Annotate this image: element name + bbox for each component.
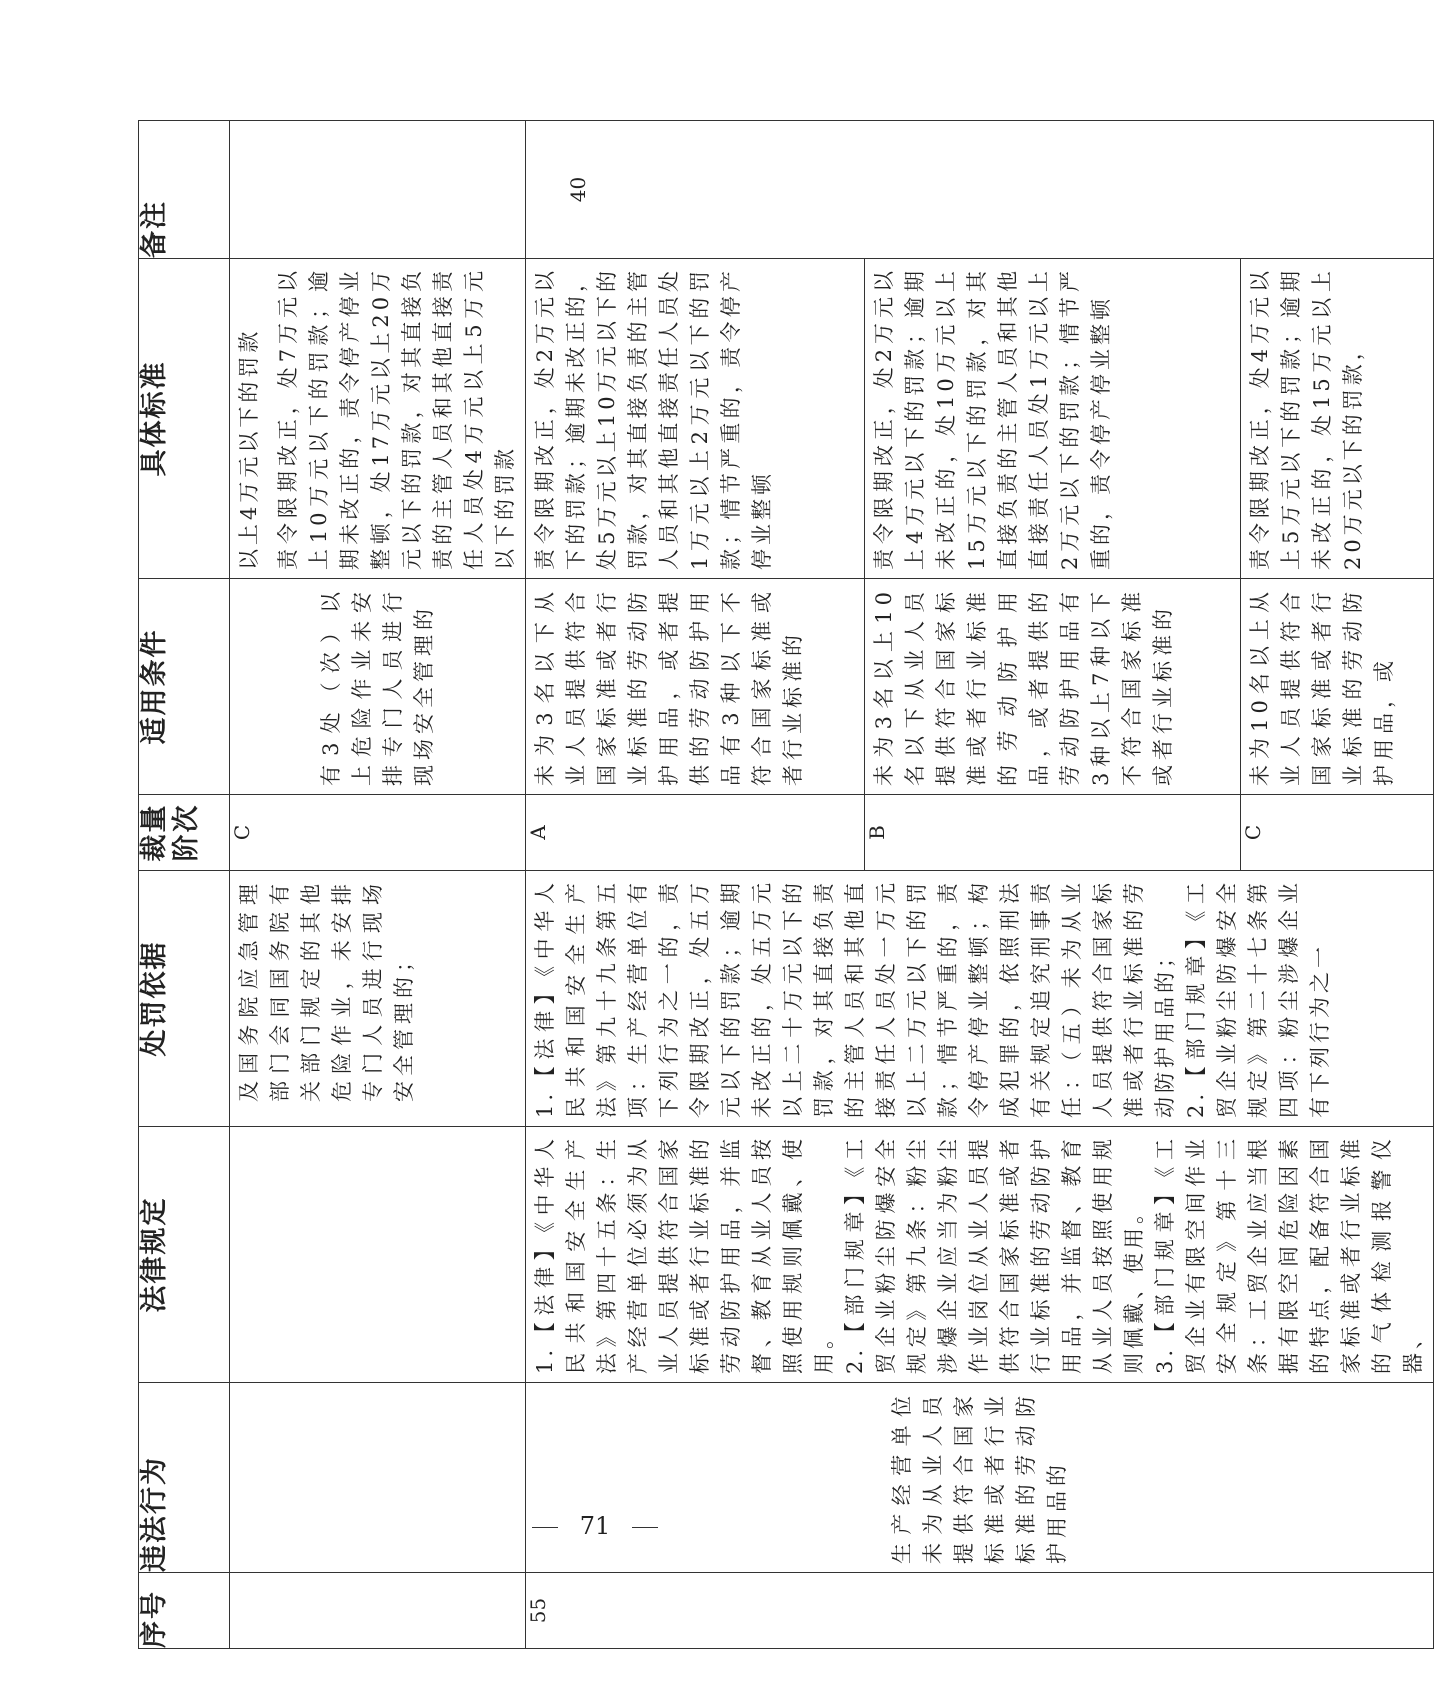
cell-55-cond-c: [1240, 579, 1433, 795]
cell-55-cond-a: [526, 579, 865, 795]
cell-55-level-a: [526, 795, 865, 871]
prev-basis-text: 及国务院应急管理部门会同国务院有关部门规定的其他危险作业，未安排专门人员进行现场安全管理的；: [237, 879, 416, 1102]
cell-55-basis: [526, 871, 1434, 1127]
act-55-text: 生产经营单位未为从业人员提供符合国家标准或者行业标准的劳动防护用品的: [889, 1391, 1069, 1564]
header-law: 法律规定: [139, 1127, 230, 1383]
cell-prev-basis: [230, 871, 526, 1127]
prev-cond-text: 有3处（次）以上危险作业未安排专门人员进行现场安全管理的: [318, 587, 436, 786]
header-cond: 适用条件: [139, 579, 230, 795]
prev-std-text-bottom: 责令限期改正，处7万元以上10万元以下的罚款；逾期未改正的，责令停产停业整顿，处17万元以上20万元以下的罚款，对其直接负责的主管人员和其他直接责任人员处4万元以上5万元以下的罚款: [276, 267, 517, 570]
cell-prev-seq: [230, 1573, 526, 1649]
header-row: [139, 121, 230, 1649]
footer-dash-right: [632, 1527, 658, 1528]
page-footer: [0, 1512, 1190, 1540]
law-55-text: 1.【法律】《中华人民共和国安全生产法》第四十五条：生产经营单位必须为从业人员提供符合国家标准或者行业标准的劳动防护用品，并监督、教育从业人员按照使用规则佩戴、使用。 2.【部门规章】《工贸企业粉尘防爆安全规定》第九条：粉尘涉爆企业应当为粉尘作业岗位从业人员提供符合国家标准或者行业标准的劳动防护用品，并监督、教育从业人员按照使用规则佩戴、使用。 3.【部门规章】《工贸企业有限空间作业安全规定》第十三条：工贸企业应当根据有限空间危险因素的特点，配备符合国家标准或者行业标准的气体检测报警仪器、: [533, 1135, 1425, 1374]
cell-prev-law: [230, 1127, 526, 1383]
cell-55-note: [526, 121, 1434, 259]
cell-55-cond-b: [865, 579, 1241, 795]
header-seq: 序号: [139, 1573, 230, 1649]
seq-55-text: 55: [526, 1597, 550, 1624]
prev-std-text-top: 以上4万元以下的罚款: [237, 327, 261, 570]
header-act: 违法行为: [139, 1383, 230, 1573]
level-c-text: C: [1240, 824, 1265, 841]
basis-55-text: 1.【法律】《中华人民共和国安全生产法》第九十九条第五项：生产经营单位有下列行为之一的，责令限期改正，处五万元以下的罚款；逾期未改正的，处五万元以上二十万元以下的罚款，对其直接负责的主管人员和其他直接责任人员处一万元以上二万元以下的罚款；情节严重的，责令停产停业整顿；构成犯罪的，依照刑法有关规定追究刑事责任：（五）未为从业人员提供符合国家标准或者行业标准的劳动防护用品的； 2.【部门规章】《工贸企业粉尘防爆安全规定》第二十七条第四项：粉尘涉爆企业有下列行为之一: [533, 879, 1332, 1118]
std-b-text: 责令限期改正，处2万元以上4万元以下的罚款；逾期未改正的，处10万元以上15万元以下的罚款，对其直接负责的主管人员和其他直接责任人员处1万元以上2万元以下的罚款；情节严重的，责令停产停业整顿: [872, 267, 1114, 570]
note-55-text: 40: [566, 176, 590, 203]
rotated-table-container: [138, 121, 1425, 1649]
header-basis: 处罚依据: [139, 871, 230, 1127]
prev-level-text: C: [230, 824, 254, 841]
header-level: 裁量 阶次: [139, 795, 230, 871]
footer-dash-left: [532, 1527, 558, 1528]
header-note: 备注: [139, 121, 230, 259]
cell-55-std-a: [526, 259, 865, 579]
level-b-text: B: [865, 825, 890, 840]
std-c-text: 责令限期改正，处4万元以上5万元以下的罚款；逾期未改正的，处15万元以上20万元以下的罚款，: [1247, 267, 1365, 570]
cell-55-seq: [526, 1573, 1434, 1649]
cell-prev-act: [230, 1383, 526, 1573]
cell-55-level-b: [865, 795, 1241, 871]
cell-prev-level: [230, 795, 526, 871]
level-a-text: A: [526, 825, 550, 840]
page-number: 71: [579, 1512, 611, 1540]
cell-55-std-b: [865, 259, 1241, 579]
cell-55-level-c: [1240, 795, 1433, 871]
cell-prev-cond: [230, 579, 526, 795]
cond-a-text: 未为3名以下从业人员提供符合国家标准或者行业标准的劳动防护用品，或者提供的劳动防护用品有3种以下不符合国家标准或者行业标准的: [533, 587, 805, 786]
table-row-55-a: [526, 121, 865, 1649]
cell-prev-note: [230, 121, 526, 259]
cell-55-act: [526, 1383, 1434, 1573]
header-std: 具体标准: [139, 259, 230, 579]
cond-c-text: 未为10名以上从业人员提供符合国家标准或者行业标准的劳动防护用品，或: [1247, 587, 1396, 786]
cond-b-text: 未为3名以上10名以下从业人员提供符合国家标准或者行业标准的劳动防护用品，或者提供的劳动防护用品有3种以上7种以下不符合国家标准或者行业标准的: [872, 587, 1176, 786]
cell-55-law: [526, 1127, 1434, 1383]
std-a-text: 责令限期改正，处2万元以下的罚款；逾期未改正的，处5万元以上10万元以下的罚款，对其直接负责的主管人员和其他直接责任人员处1万元以上2万元以下的罚款；情节严重的，责令停产停业整顿: [533, 267, 774, 570]
cell-55-std-c: [1240, 259, 1433, 579]
cell-prev-std: [230, 259, 526, 579]
penalty-table: [138, 120, 1434, 1649]
table-row-prev: [230, 121, 526, 1649]
